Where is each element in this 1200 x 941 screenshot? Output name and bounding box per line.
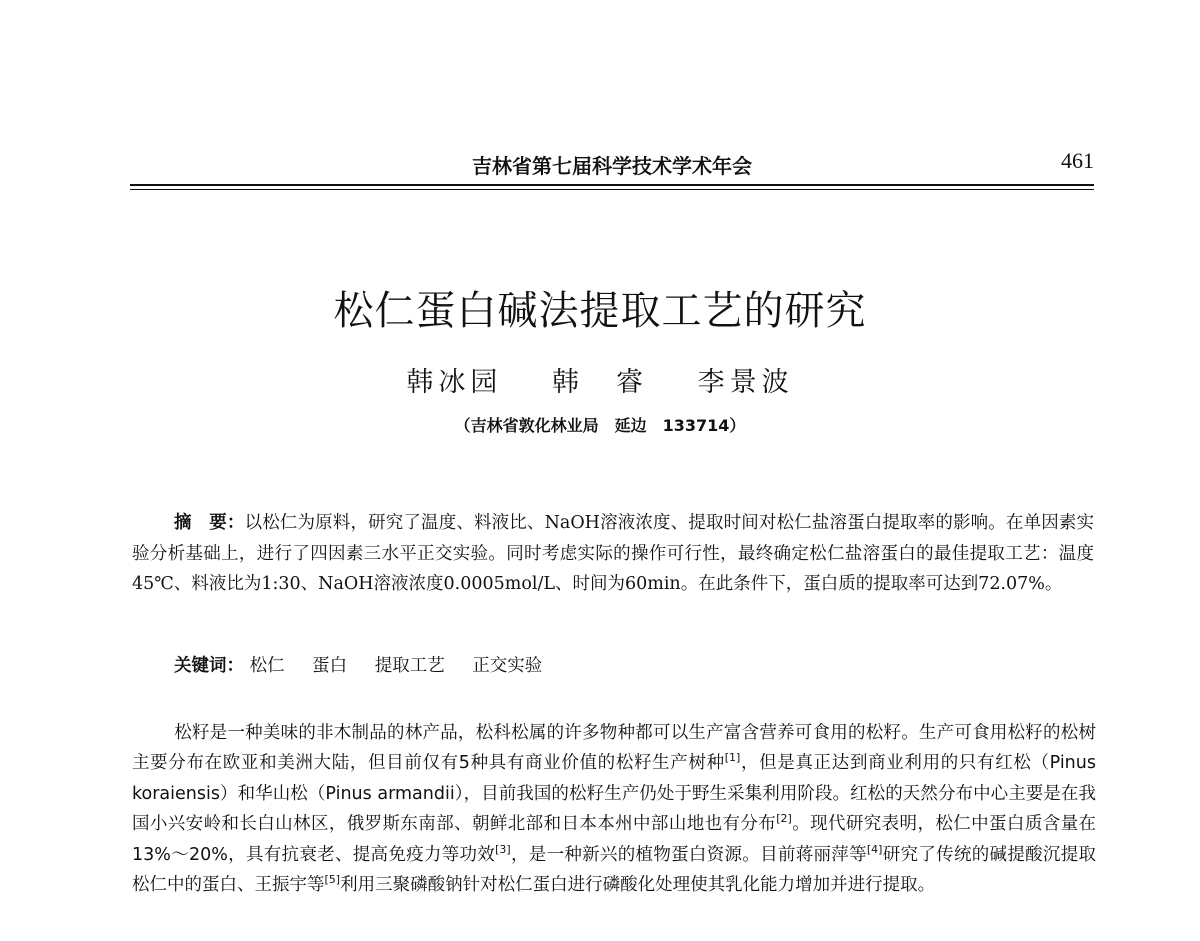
journal-name: 吉林省第七届科学技术学术年会 <box>472 154 752 178</box>
abstract <box>132 508 1094 600</box>
author-affiliation: （吉林省敦化林业局 延边 133714） <box>454 416 746 435</box>
keyword: 松仁 <box>249 656 285 676</box>
header-rule-thick <box>130 184 1094 186</box>
paper-title: 松仁蛋白碱法提取工艺的研究 <box>333 287 867 334</box>
author-name: 韩 睿 <box>552 367 648 398</box>
abstract-label: 摘 要： <box>174 513 245 533</box>
author-name: 李景波 <box>697 367 794 398</box>
body-text-segment: 利用三聚磷酸钠针对松仁蛋白进行磷酸化处理使其乳化能力增加并进行提取。 <box>340 875 936 896</box>
citation-ref[interactable]: [1] <box>724 751 741 765</box>
body-text-segment: 松籽是一种美味的非木制品的林产品，松科松属的许多物种都可以生产富含营养可食用的松籽。生产可食用松籽的松树主要分布在欧亚和美洲大陆，但目前仅有5种具有商业价值的松籽生产树种 <box>132 723 1096 774</box>
abstract-text: 以松仁为原料，研究了温度、料液比、NaOH溶液浓度、提取时间对松仁盐溶蛋白提取率的影响。在单因素实验分析基础上，进行了四因素三水平正交实验。同时考虑实际的操作可行性，最终确定松仁盐溶蛋白的最佳提取工艺：温度45℃、料液比为1:30、NaOH溶液浓度0.0005mol/L、时间为60min。在此条件下，蛋白质的提取率可达到72.07%。 <box>132 513 1095 594</box>
citation-ref[interactable]: [3] <box>495 842 511 856</box>
keyword: 提取工艺 <box>374 656 445 676</box>
author-name: 韩冰园 <box>406 367 503 398</box>
citation-ref[interactable]: [4] <box>866 842 883 856</box>
citation-ref[interactable]: [2] <box>776 812 792 826</box>
page-number: 461 <box>1061 148 1094 173</box>
running-header <box>130 150 1094 184</box>
body-text-segment: ，是一种新兴的植物蛋白资源。目前蒋丽萍等 <box>510 844 867 865</box>
keywords-label: 关键词： <box>174 656 244 676</box>
body-paragraph <box>132 718 1096 900</box>
body-text-segment: 研究了传统的碱提酸沉提取松仁中的蛋白、王振宇等 <box>132 844 1097 896</box>
keyword: 正交实验 <box>472 656 543 676</box>
citation-ref[interactable]: [5] <box>324 873 341 887</box>
author-list <box>0 360 1200 399</box>
body-text-segment: ，但是真正达到商业利用的只有红松（Pinus koraiensis）和华山松（Pinus armandii），目前我国的松籽生产仍处于野生采集利用阶段。红松的天然分布中心主要是在我国小兴安岭和长白山林区，俄罗斯东南部、朝鲜北部和日本本州中部山地也有分布 <box>132 753 1096 835</box>
keyword: 蛋白 <box>312 656 348 676</box>
header-rule-thin <box>130 189 1094 190</box>
keywords <box>174 651 1094 681</box>
body-text-segment: 。现代研究表明，松仁中蛋白质含量在13%～20%，具有抗衰老、提高免疫力等功效 <box>132 814 1097 865</box>
